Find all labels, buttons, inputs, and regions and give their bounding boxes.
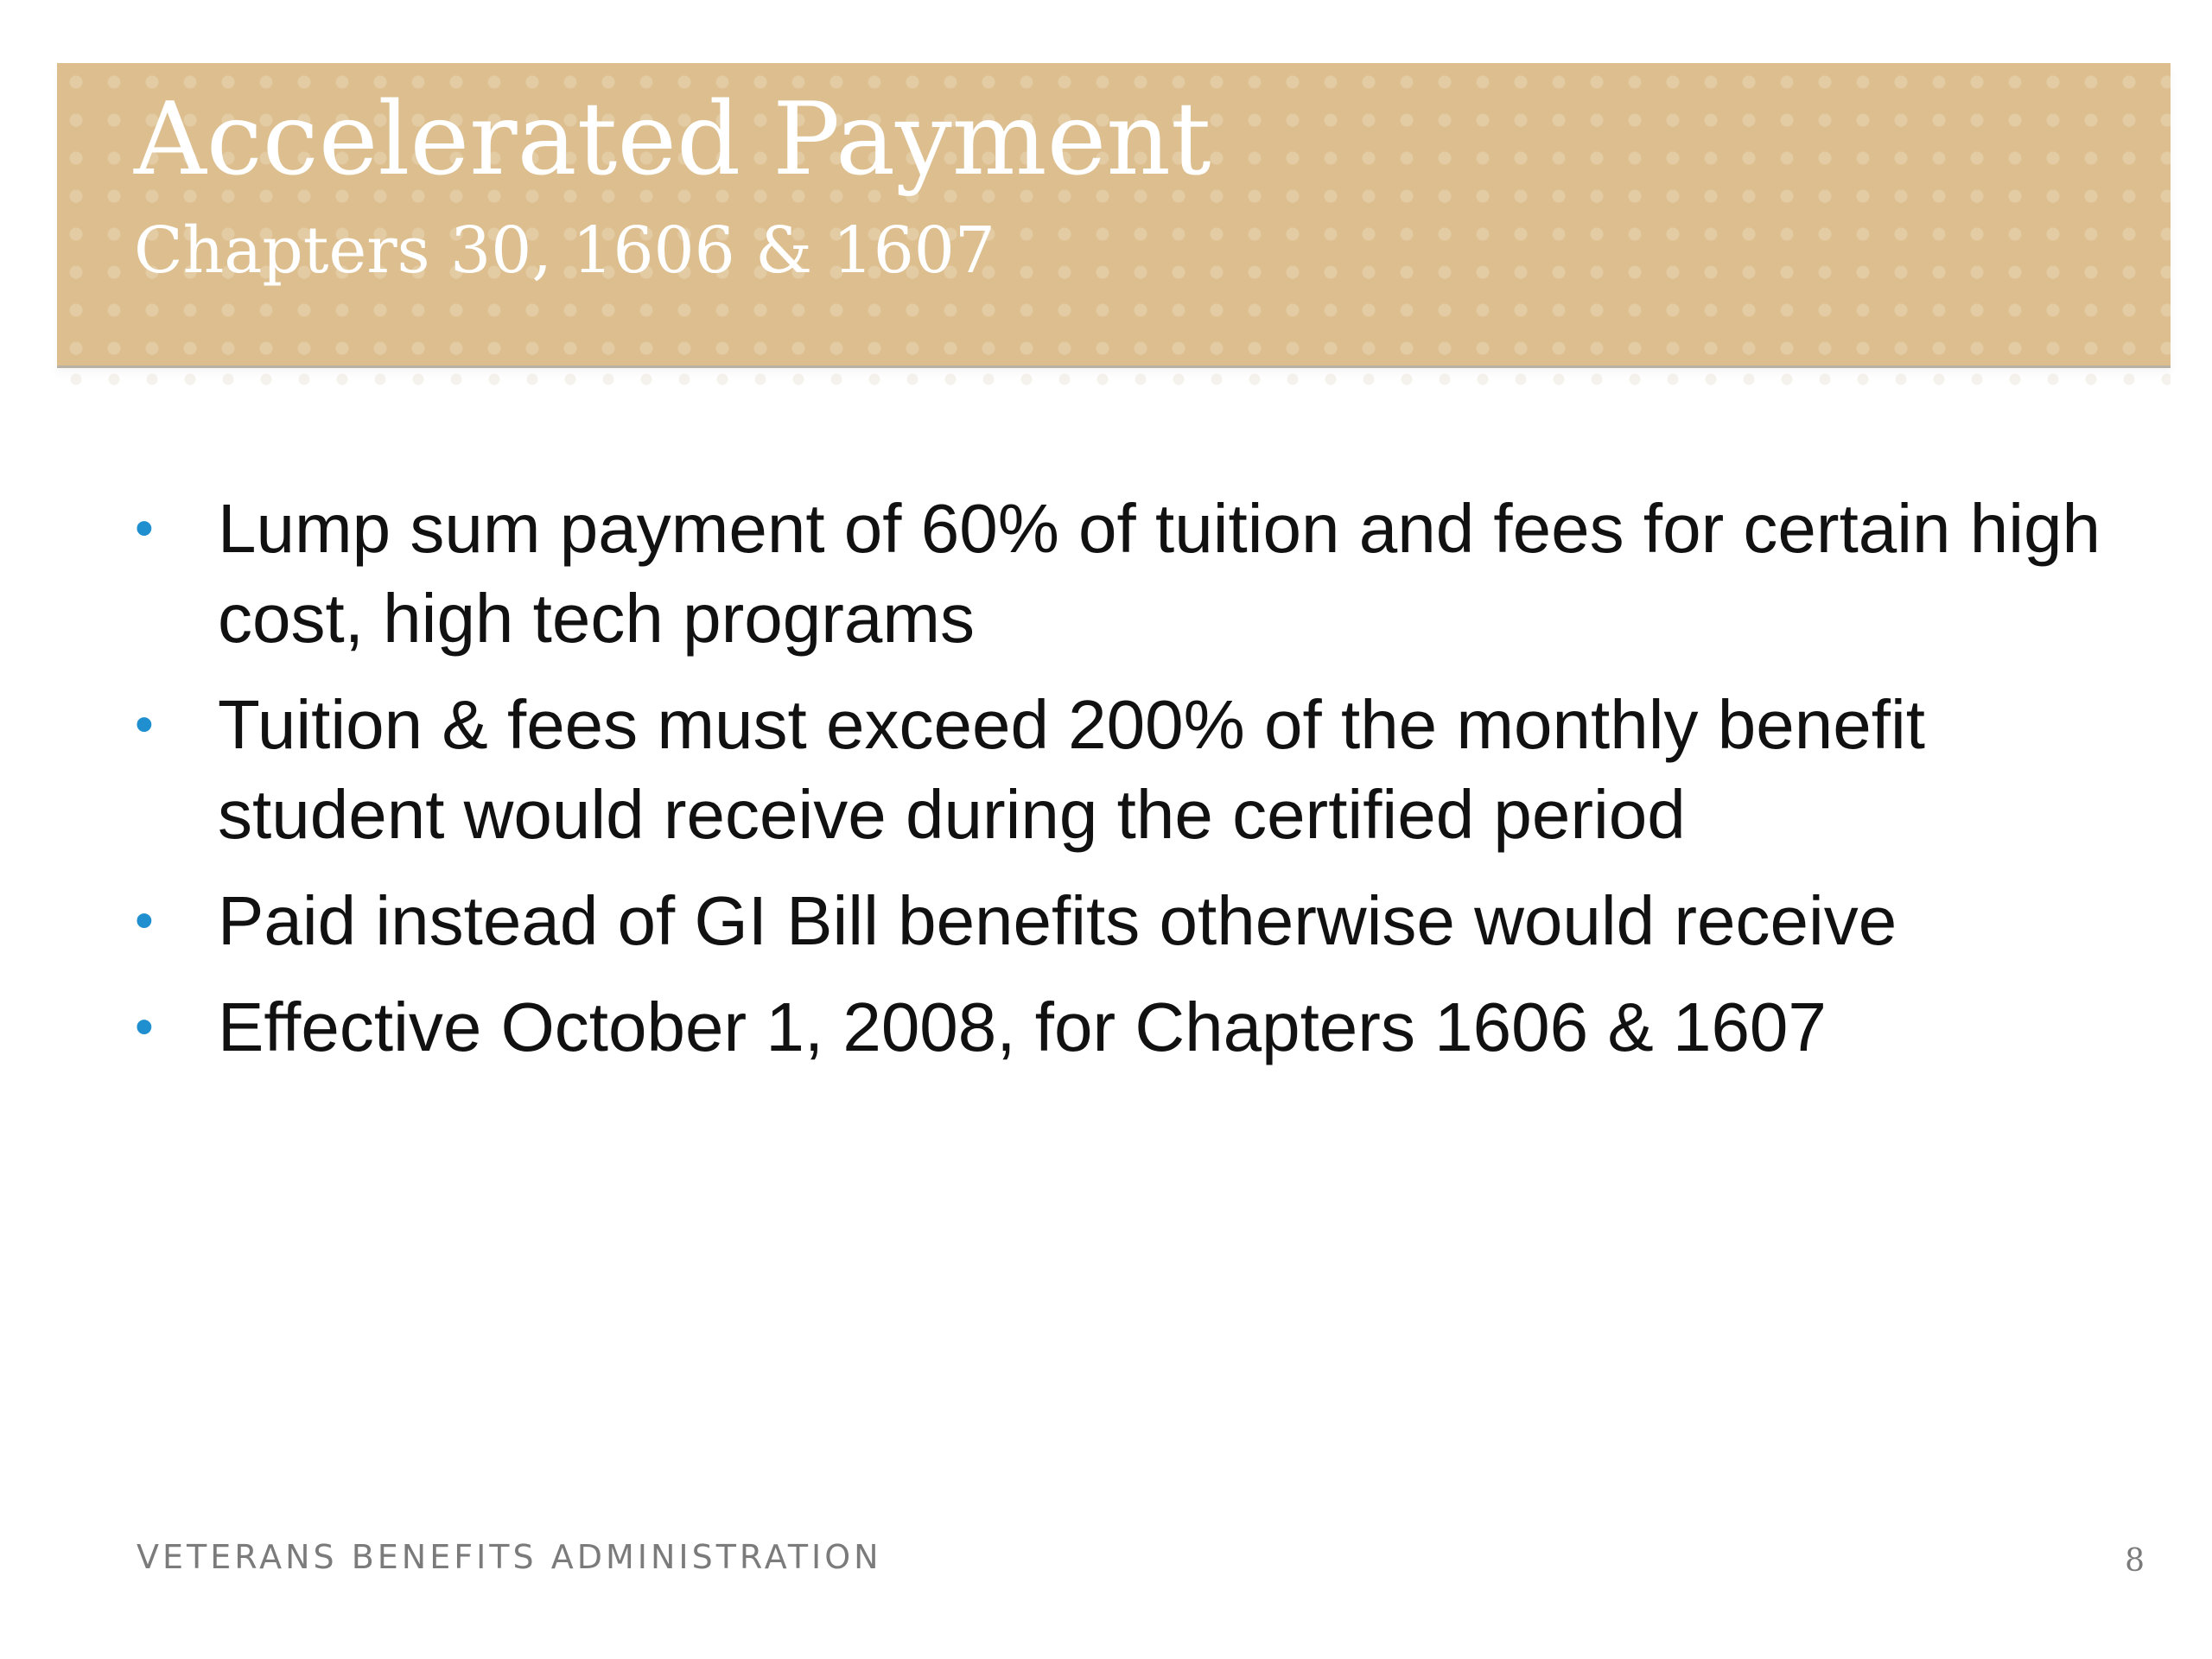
bullet-item [130,876,2117,966]
bullet-text: Lump sum payment of 60% of tuition and fees for certain high cost, high tech programs [218,490,2101,657]
bullet-text: Tuition & fees must exceed 200% of the monthly benefit student would receive during the certified period [218,686,1925,853]
footer-organization: VETERANS BENEFITS ADMINISTRATION [137,1538,882,1576]
slide-subtitle: Chapters 30, 1606 & 1607 [134,213,995,288]
bullet-icon: • [135,695,154,754]
bullet-text: Paid instead of GI Bill benefits otherwise would receive [218,882,1897,959]
header-star-pattern [57,368,2171,391]
bullet-icon: • [135,499,154,558]
bullet-item [130,680,2117,860]
bullet-item [130,484,2117,664]
bullet-icon: • [135,997,154,1057]
bullet-icon: • [135,891,154,950]
page-number: 8 [2125,1543,2145,1579]
bullet-list [130,484,2117,1089]
bullet-text: Effective October 1, 2008, for Chapters 1606 & 1607 [218,988,1827,1065]
slide-title: Accelerated Payment [134,81,1211,198]
bullet-item [130,982,2117,1072]
